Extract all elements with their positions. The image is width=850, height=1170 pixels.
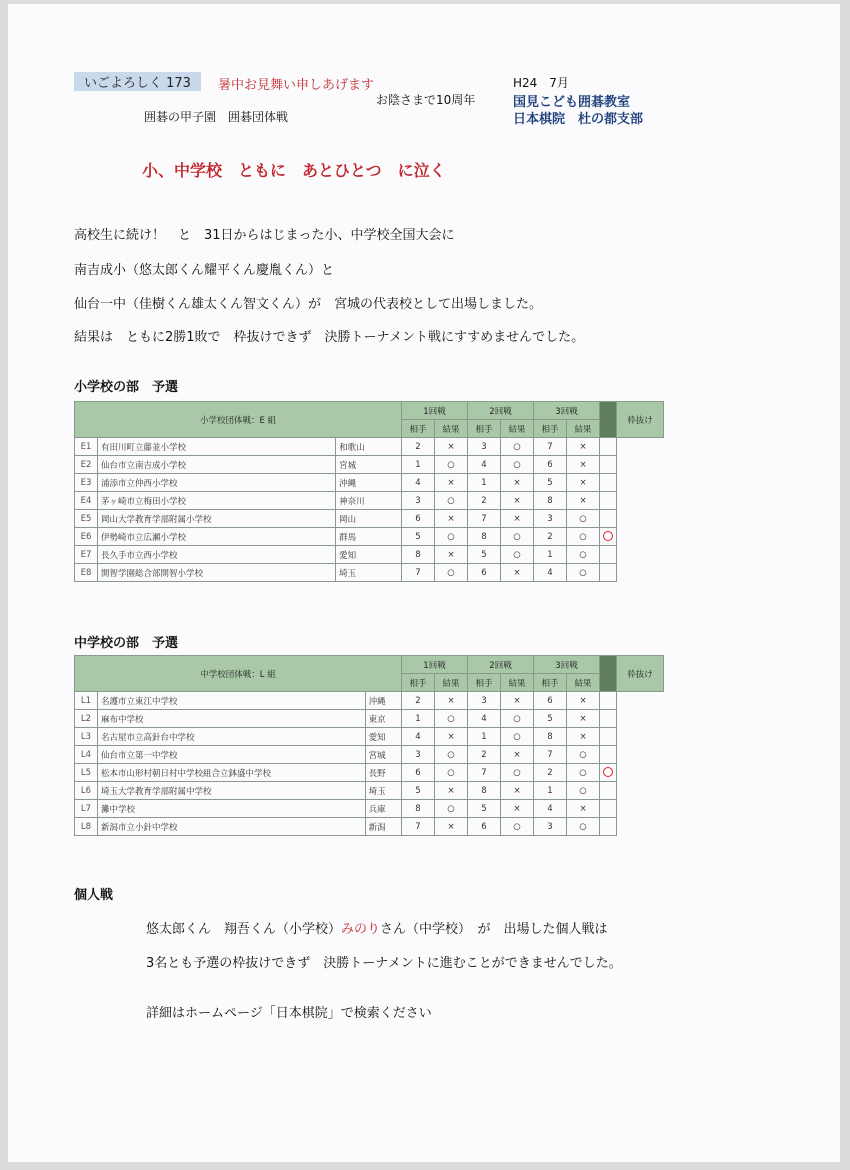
opp-header: 相手 [534, 420, 567, 438]
headline: 小、中学校 ともに あとひとつ に泣く [142, 161, 446, 180]
prefecture: 宮城 [365, 746, 401, 764]
table-row [75, 782, 664, 800]
opponent-number: 1 [402, 710, 435, 728]
opponent-number: 4 [468, 710, 501, 728]
match-result: × [435, 782, 468, 800]
opponent-number: 7 [468, 510, 501, 528]
opponent-number: 1 [468, 474, 501, 492]
match-result: ○ [435, 710, 468, 728]
row-id: E5 [75, 510, 98, 528]
match-result: ○ [435, 564, 468, 582]
match-result: ○ [567, 510, 600, 528]
opponent-number: 4 [534, 800, 567, 818]
opponent-number: 7 [534, 438, 567, 456]
match-result: × [501, 692, 534, 710]
prefecture: 岡山 [336, 510, 402, 528]
opponent-number: 4 [534, 564, 567, 582]
org-name-2: 日本棋院 杜の都支部 [513, 112, 644, 127]
table-row [75, 474, 664, 492]
match-result: × [435, 728, 468, 746]
round-2-header: 2回戦 [468, 656, 534, 674]
row-id: E7 [75, 546, 98, 564]
table-row [75, 764, 664, 782]
row-id: L4 [75, 746, 98, 764]
junior-heading: 中学校の部 予選 [74, 636, 179, 651]
match-result: × [435, 818, 468, 836]
table-row [75, 728, 664, 746]
individual-line-2: 3名とも予選の枠抜けできず 決勝トーナメントに進むことができませんでした。 [146, 956, 622, 971]
prefecture: 群馬 [336, 528, 402, 546]
individual-line-1-a: 悠太郎くん 翔吾くん（小学校） [146, 922, 342, 937]
opponent-number: 8 [468, 528, 501, 546]
match-result: × [567, 800, 600, 818]
row-id: L7 [75, 800, 98, 818]
table-row [75, 546, 664, 564]
school-name: 仙台市立第一中学校 [98, 746, 366, 764]
advance-cell [600, 818, 617, 836]
opponent-number: 3 [534, 510, 567, 528]
advance-header: 枠抜け [617, 402, 664, 438]
round-3-header: 3回戦 [534, 402, 600, 420]
opp-header: 相手 [402, 674, 435, 692]
match-result: ○ [567, 818, 600, 836]
table-row [75, 438, 664, 456]
match-result: × [435, 438, 468, 456]
match-result: ○ [501, 546, 534, 564]
school-name: 松本市山形村朝日村中学校組合立鉢盛中学校 [98, 764, 366, 782]
opponent-number: 5 [468, 800, 501, 818]
row-id: E3 [75, 474, 98, 492]
advance-cell [600, 692, 617, 710]
school-name: 仙台市立南吉成小学校 [98, 456, 336, 474]
match-result: × [501, 782, 534, 800]
intro-line-2: 南吉成小（悠太郎くん耀平くん慶胤くん）と [74, 263, 335, 278]
round-3-header: 3回戦 [534, 656, 600, 674]
round-1-header: 1回戦 [402, 402, 468, 420]
advance-circle-icon [603, 767, 613, 777]
match-result: ○ [567, 764, 600, 782]
match-result: × [501, 492, 534, 510]
intro-line-3: 仙台一中（佳樹くん雄太くん智文くん）が 宮城の代表校として出場しました。 [74, 297, 543, 312]
prefecture: 愛知 [365, 728, 401, 746]
row-id: E8 [75, 564, 98, 582]
school-name: 灘中学校 [98, 800, 366, 818]
advance-cell [600, 710, 617, 728]
row-id: L8 [75, 818, 98, 836]
match-result: ○ [501, 528, 534, 546]
opponent-number: 2 [402, 438, 435, 456]
opponent-number: 2 [468, 746, 501, 764]
opponent-number: 5 [402, 528, 435, 546]
footer-note: 詳細はホームページ「日本棋院」で検索ください [146, 1006, 432, 1021]
match-result: ○ [501, 728, 534, 746]
advance-cell [600, 546, 617, 564]
match-result: × [567, 492, 600, 510]
result-header: 結果 [435, 674, 468, 692]
opponent-number: 6 [468, 564, 501, 582]
row-id: E2 [75, 456, 98, 474]
highlight-name: みのり [341, 922, 381, 937]
row-id: E1 [75, 438, 98, 456]
opponent-number: 6 [534, 692, 567, 710]
intro-line-1: 高校生に続け！ と 31日からはじまった小、中学校全国大会に [74, 228, 455, 243]
elementary-results-table [74, 401, 664, 582]
match-result: ○ [567, 746, 600, 764]
opponent-number: 7 [534, 746, 567, 764]
match-result: ○ [501, 818, 534, 836]
opponent-number: 8 [468, 782, 501, 800]
match-result: ○ [435, 764, 468, 782]
school-name: 名護市立東江中学校 [98, 692, 366, 710]
match-result: × [435, 692, 468, 710]
opponent-number: 2 [534, 764, 567, 782]
prefecture: 埼玉 [365, 782, 401, 800]
match-result: × [567, 728, 600, 746]
opponent-number: 3 [402, 492, 435, 510]
match-result: ○ [435, 746, 468, 764]
match-result: ○ [501, 438, 534, 456]
opponent-number: 3 [468, 692, 501, 710]
match-result: ○ [435, 492, 468, 510]
match-result: ○ [501, 710, 534, 728]
school-name: 岡山大学教育学部附属小学校 [98, 510, 336, 528]
elementary-heading: 小学校の部 予選 [74, 380, 179, 395]
advance-cell [600, 438, 617, 456]
school-name: 有田川町立藤並小学校 [98, 438, 336, 456]
opp-header: 相手 [468, 420, 501, 438]
school-name: 新潟市立小針中学校 [98, 818, 366, 836]
anniversary-text: お陰さまで10周年 [376, 93, 476, 107]
match-result: ○ [501, 764, 534, 782]
advance-cell [600, 746, 617, 764]
advance-cell [600, 782, 617, 800]
advance-cell [600, 564, 617, 582]
match-result: × [567, 692, 600, 710]
opponent-number: 5 [534, 474, 567, 492]
round-2-header: 2回戦 [468, 402, 534, 420]
prefecture: 神奈川 [336, 492, 402, 510]
opponent-number: 8 [402, 800, 435, 818]
intro-line-4: 結果は ともに2勝1敗で 枠抜けできず 決勝トーナメント戦にすすめませんでした。 [74, 330, 585, 345]
match-result: × [501, 746, 534, 764]
school-name: 埼玉大学教育学部附属中学校 [98, 782, 366, 800]
match-result: × [567, 710, 600, 728]
school-name: 茅ヶ崎市立梅田小学校 [98, 492, 336, 510]
prefecture: 愛知 [336, 546, 402, 564]
opponent-number: 6 [402, 510, 435, 528]
match-result: × [435, 474, 468, 492]
issue-date: H24 7月 [513, 76, 569, 90]
opponent-number: 6 [468, 818, 501, 836]
table-row [75, 510, 664, 528]
opponent-number: 1 [402, 456, 435, 474]
school-name: 名古屋市立高針台中学校 [98, 728, 366, 746]
series-label: いごよろしく 173 [74, 72, 201, 91]
group-label: 中学校団体戦：L 組 [75, 656, 402, 692]
school-name: 伊勢崎市立広瀬小学校 [98, 528, 336, 546]
match-result: ○ [567, 528, 600, 546]
group-label: 小学校団体戦：E 組 [75, 402, 402, 438]
org-name-1: 国見こども囲碁教室 [513, 95, 631, 110]
advance-cell [600, 474, 617, 492]
match-result: ○ [435, 528, 468, 546]
match-result: × [435, 546, 468, 564]
table-row [75, 800, 664, 818]
result-header: 結果 [435, 420, 468, 438]
row-id: L2 [75, 710, 98, 728]
row-id: L3 [75, 728, 98, 746]
row-id: E4 [75, 492, 98, 510]
match-result: × [501, 510, 534, 528]
prefecture: 新潟 [365, 818, 401, 836]
prefecture: 和歌山 [336, 438, 402, 456]
opp-header: 相手 [534, 674, 567, 692]
opponent-number: 6 [402, 764, 435, 782]
school-name: 麻布中学校 [98, 710, 366, 728]
result-header: 結果 [501, 674, 534, 692]
match-result: ○ [567, 564, 600, 582]
table-row [75, 692, 664, 710]
match-result: ○ [435, 456, 468, 474]
table-row [75, 492, 664, 510]
school-name: 開智学園総合部開智小学校 [98, 564, 336, 582]
opponent-number: 4 [468, 456, 501, 474]
match-result: ○ [501, 456, 534, 474]
opponent-number: 3 [402, 746, 435, 764]
match-result: × [501, 474, 534, 492]
match-result: ○ [435, 800, 468, 818]
table-row [75, 456, 664, 474]
advance-cell [600, 510, 617, 528]
match-result: × [567, 438, 600, 456]
advance-circle-icon [603, 531, 613, 541]
opp-header: 相手 [468, 674, 501, 692]
result-header: 結果 [501, 420, 534, 438]
opponent-number: 5 [468, 546, 501, 564]
round-1-header: 1回戦 [402, 656, 468, 674]
table-row [75, 528, 664, 546]
match-result: ○ [567, 782, 600, 800]
opponent-number: 1 [468, 728, 501, 746]
opponent-number: 3 [534, 818, 567, 836]
advance-cell [600, 728, 617, 746]
individual-heading: 個人戦 [74, 888, 114, 903]
opponent-number: 8 [534, 492, 567, 510]
prefecture: 沖縄 [336, 474, 402, 492]
advance-cell [600, 764, 617, 782]
advance-header: 枠抜け [617, 656, 664, 692]
match-result: ○ [567, 546, 600, 564]
opponent-number: 2 [534, 528, 567, 546]
prefecture: 埼玉 [336, 564, 402, 582]
document-page [8, 4, 840, 1162]
subtitle: 囲碁の甲子園 囲碁団体戦 [144, 110, 289, 124]
advance-cell [600, 456, 617, 474]
advance-cell [600, 492, 617, 510]
match-result: × [501, 564, 534, 582]
individual-line-1 [146, 918, 608, 937]
opponent-number: 4 [402, 728, 435, 746]
match-result: × [435, 510, 468, 528]
prefecture: 沖縄 [365, 692, 401, 710]
opponent-number: 7 [402, 818, 435, 836]
table-row [75, 746, 664, 764]
divider-bar [600, 402, 617, 438]
table-row [75, 818, 664, 836]
advance-cell [600, 800, 617, 818]
individual-line-1-b: さん（中学校） が 出場した個人戦は [380, 922, 608, 937]
opponent-number: 5 [534, 710, 567, 728]
opponent-number: 7 [402, 564, 435, 582]
opponent-number: 4 [402, 474, 435, 492]
opponent-number: 1 [534, 782, 567, 800]
row-id: E6 [75, 528, 98, 546]
row-id: L1 [75, 692, 98, 710]
row-id: L5 [75, 764, 98, 782]
result-header: 結果 [567, 420, 600, 438]
opponent-number: 5 [402, 782, 435, 800]
summer-greeting: 暑中お見舞い申しあげます [218, 78, 375, 93]
prefecture: 東京 [365, 710, 401, 728]
table-row [75, 564, 664, 582]
opponent-number: 7 [468, 764, 501, 782]
junior-results-table [74, 655, 664, 836]
table-row [75, 710, 664, 728]
school-name: 長久手市立西小学校 [98, 546, 336, 564]
prefecture: 長野 [365, 764, 401, 782]
opponent-number: 8 [534, 728, 567, 746]
opponent-number: 6 [534, 456, 567, 474]
opponent-number: 1 [534, 546, 567, 564]
opponent-number: 3 [468, 438, 501, 456]
divider-bar [600, 656, 617, 692]
opponent-number: 2 [468, 492, 501, 510]
school-name: 浦添市立仲西小学校 [98, 474, 336, 492]
match-result: × [567, 456, 600, 474]
opponent-number: 2 [402, 692, 435, 710]
advance-cell [600, 528, 617, 546]
row-id: L6 [75, 782, 98, 800]
opponent-number: 8 [402, 546, 435, 564]
match-result: × [567, 474, 600, 492]
opp-header: 相手 [402, 420, 435, 438]
prefecture: 宮城 [336, 456, 402, 474]
result-header: 結果 [567, 674, 600, 692]
match-result: × [501, 800, 534, 818]
prefecture: 兵庫 [365, 800, 401, 818]
